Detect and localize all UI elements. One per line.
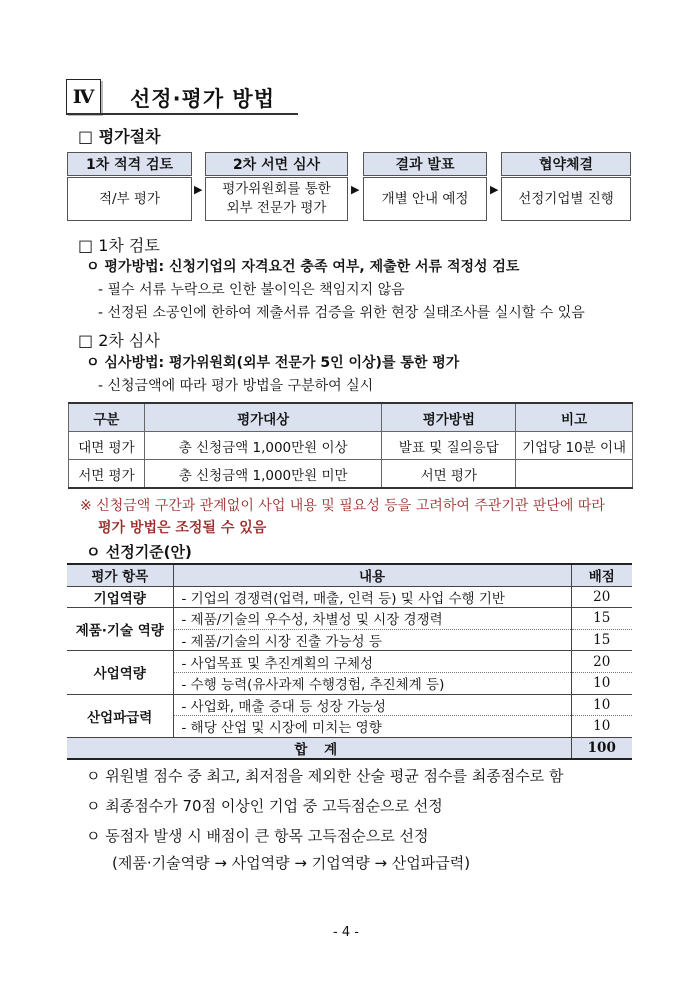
total-label: 합 계: [67, 737, 571, 759]
table-row: [67, 694, 632, 716]
flow-step-4-title: 협약체결: [501, 152, 631, 176]
procedure-heading: □ 평가절차: [78, 127, 161, 146]
table-header: 평가대상: [144, 403, 382, 432]
criteria-score: 20: [571, 651, 632, 673]
flow-step-3-line1: 개별 안내 예정: [381, 190, 469, 207]
section-title: 선정·평가 방법: [130, 87, 276, 111]
footnote-1: ㅇ 위원별 점수 중 최고, 최저점을 제외한 산술 평균 점수를 최종점수로 함: [86, 767, 564, 785]
criteria-category: 기업역량: [67, 586, 173, 608]
flow-step-2-title: 2차 서면 심사: [205, 152, 348, 176]
criteria-score: 10: [571, 694, 632, 716]
review2-note-line1: ※ 신청금액 구간과 관계없이 사업 내용 및 필요성 등을 고려하여 주관기관 판단에 따라: [80, 498, 605, 514]
table-cell: 총 신청금액 1,000만원 미만: [144, 460, 382, 489]
review2-heading: □ 2차 심사: [78, 331, 160, 350]
flow-arrow-2: ▶: [351, 183, 360, 196]
review1-heading: □ 1차 검토: [78, 236, 160, 255]
table-header: 배점: [571, 564, 632, 586]
total-score: 100: [571, 737, 632, 759]
table-header: 평가방법: [382, 403, 516, 432]
flow-step-3-title: 결과 발표: [363, 152, 487, 176]
flow-arrow-3: ▶: [490, 183, 499, 196]
flow-step-4-box: [501, 177, 631, 221]
criteria-desc: - 기업의 경쟁력(업력, 매출, 인력 등) 및 사업 수행 기반: [173, 586, 571, 608]
table-header: 내용: [173, 564, 571, 586]
flow-step-2-line1: 평가위원회를 통한: [222, 181, 331, 197]
criteria-score: 20: [571, 586, 632, 608]
criteria-score: 10: [571, 716, 632, 738]
review1-bullet-1: - 필수 서류 누락으로 인한 불이익은 책임지지 않음: [98, 282, 405, 298]
flow-arrow-1: ▶: [194, 183, 203, 196]
footnote-order: (제품·기술역량 → 사업역량 → 기업역량 → 산업파급력): [112, 854, 471, 872]
criteria-desc: - 제품/기술의 시장 진출 가능성 등: [173, 629, 571, 651]
review2-note-line2: 평가 방법은 조정될 수 있음: [98, 520, 267, 536]
criteria-score: 15: [571, 608, 632, 630]
review2-bullet: - 신청금액에 따라 평가 방법을 구분하여 실시: [98, 378, 374, 394]
table-cell: [516, 460, 633, 489]
flow-step-2-box: [205, 177, 348, 221]
flow-step-2-line2: 외부 전문가 평가: [226, 200, 327, 216]
criteria-category: 산업파급력: [67, 694, 173, 737]
table-row: [69, 460, 633, 489]
criteria-desc: - 해당 산업 및 시장에 미치는 영향: [173, 716, 571, 738]
table-header-row: [67, 564, 632, 586]
review1-bullet-2: - 선정된 소공인에 한하여 제출서류 검증을 위한 현장 실태조사를 실시할 수 있음: [98, 305, 585, 321]
total-row: [67, 737, 632, 759]
criteria-desc: - 수행 능력(유사과제 수행경험, 추진체계 등): [173, 672, 571, 694]
flow-step-3-box: [363, 177, 487, 221]
table-header: 비고: [516, 403, 633, 432]
review-method-table: [68, 402, 633, 489]
review1-method: ㅇ 평가방법: 신청기업의 자격요건 충족 여부, 제출한 서류 적정성 검토: [86, 259, 520, 275]
table-cell: 발표 및 질의응답: [382, 432, 516, 460]
criteria-score: 15: [571, 629, 632, 651]
table-cell: 서면 평가: [382, 460, 516, 489]
criteria-heading: ㅇ 선정기준(안): [86, 543, 192, 561]
criteria-category: 사업역량: [67, 651, 173, 694]
table-header: 평가 항목: [67, 564, 173, 586]
criteria-score: 10: [571, 672, 632, 694]
table-cell: 기업당 10분 이내: [516, 432, 633, 460]
table-header: 구분: [69, 403, 145, 432]
flow-step-1-title: 1차 적격 검토: [67, 152, 192, 176]
table-cell: 서면 평가: [69, 460, 145, 489]
page-number: - 4 -: [333, 925, 359, 940]
table-cell: 대면 평가: [69, 432, 145, 460]
review2-method: ㅇ 심사방법: 평가위원회(외부 전문가 5인 이상)를 통한 평가: [86, 355, 460, 371]
criteria-desc: - 사업목표 및 추진계획의 구체성: [173, 651, 571, 673]
table-row: [69, 432, 633, 460]
flow-step-1-line1: 적/부 평가: [98, 190, 160, 207]
criteria-desc: - 제품/기술의 우수성, 차별성 및 시장 경쟁력: [173, 608, 571, 630]
section-underline: [66, 113, 298, 115]
flow-step-1-box: [67, 177, 192, 221]
table-cell: 총 신청금액 1,000만원 이상: [144, 432, 382, 460]
table-header-row: [69, 403, 633, 432]
footnote-2: ㅇ 최종점수가 70점 이상인 기업 중 고득점순으로 선정: [86, 797, 443, 815]
footnote-3: ㅇ 동점자 발생 시 배점이 큰 항목 고득점순으로 선정: [86, 827, 429, 845]
criteria-desc: - 사업화, 매출 증대 등 성장 가능성: [173, 694, 571, 716]
table-row: [67, 608, 632, 630]
section-number: Ⅳ: [66, 79, 101, 114]
criteria-table: [67, 563, 632, 760]
table-row: [67, 586, 632, 608]
criteria-category: 제품·기술 역량: [67, 608, 173, 651]
table-row: [67, 651, 632, 673]
flow-step-4-line1: 선정기업별 진행: [518, 190, 614, 207]
